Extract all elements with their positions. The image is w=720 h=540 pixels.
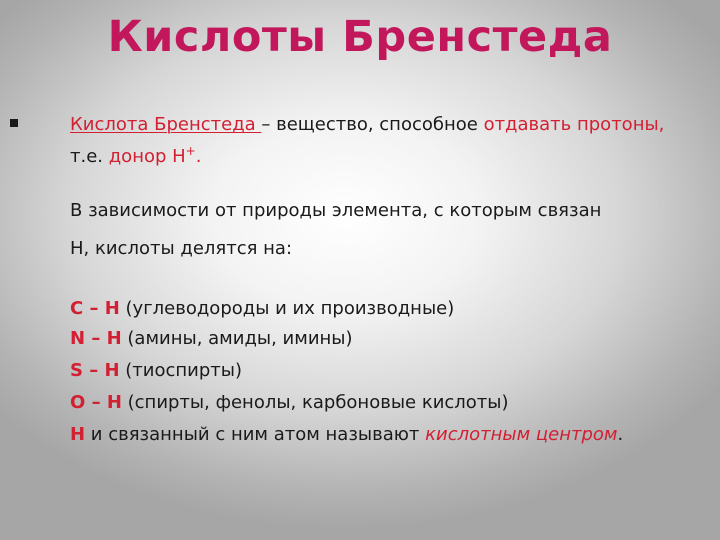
- donate-protons-text: отдавать протоны,: [483, 114, 665, 135]
- slide-title: Кислоты Бренстеда: [107, 12, 613, 62]
- bond-item-oh: [70, 390, 509, 416]
- bond-item-ch: [70, 296, 454, 322]
- acid-center-term: кислотным центром: [425, 424, 618, 445]
- bond-description: (амины, амиды, имины): [121, 328, 353, 349]
- bond-label: S – H: [70, 360, 120, 381]
- term-bronsted-acid: Кислота Бренстеда: [70, 114, 262, 135]
- donor-label: донор Н: [108, 146, 186, 167]
- acid-center-line: [70, 422, 623, 448]
- bond-description: (углеводороды и их производные): [119, 298, 455, 319]
- classification-line-1: В зависимости от природы элемента, с которым связан: [70, 200, 602, 221]
- square-bullet-icon: [10, 119, 18, 127]
- bond-label: O – H: [70, 392, 122, 413]
- acid-center-text: и связанный с ним атом называют: [85, 424, 426, 445]
- hydrogen-label: Н: [70, 424, 86, 445]
- bond-label: N – H: [70, 328, 122, 349]
- definition-line-2: [70, 138, 201, 170]
- acid-center-end: .: [617, 424, 624, 445]
- bond-item-sh: [70, 358, 242, 384]
- bond-description: (спирты, фенолы, карбоновые кислоты): [121, 392, 509, 413]
- proton-donor-text: [109, 146, 202, 167]
- plus-superscript: +: [185, 144, 196, 158]
- classification-line-2: Н, кислоты делятся на:: [70, 238, 293, 259]
- definition-end: .: [195, 146, 202, 167]
- definition-prefix: т.е.: [70, 146, 109, 167]
- bond-description: (тиоспирты): [119, 360, 243, 381]
- bond-label: С – Н: [70, 298, 120, 319]
- definition-dash-text: – вещество, способное: [261, 114, 484, 135]
- definition-line-1: [70, 112, 664, 138]
- bond-item-nh: [70, 326, 353, 352]
